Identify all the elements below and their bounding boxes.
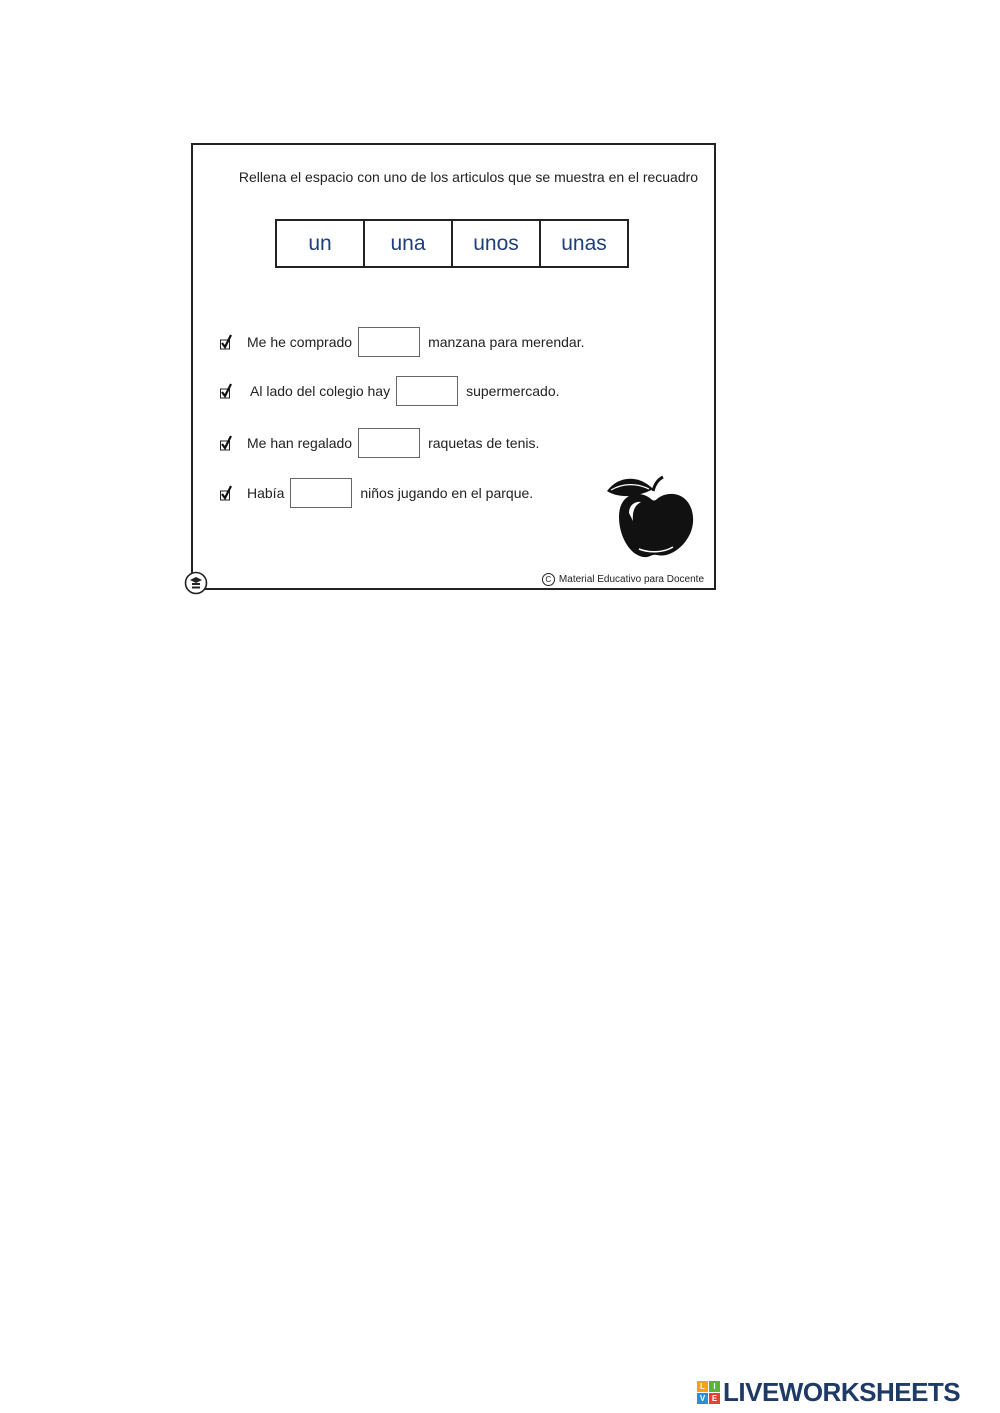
sentence-text-before: Me he comprado xyxy=(247,334,353,350)
instruction-text: Rellena el espacio con uno de los articulos que se muestra en el recuadro xyxy=(238,169,699,185)
sentence-text-before: Me han regalado xyxy=(247,435,353,451)
sentence-text-after: niños jugando en el parque. xyxy=(360,485,534,501)
word-bank xyxy=(275,219,629,268)
sentence-text-after: supermercado. xyxy=(466,383,560,399)
checkmark-icon xyxy=(219,383,235,399)
word-bank-item: unas xyxy=(561,231,607,255)
sentence-row-1 xyxy=(219,325,585,359)
answer-input-2[interactable] xyxy=(396,376,458,406)
logo-letter: V xyxy=(697,1393,708,1404)
answer-input-1[interactable] xyxy=(358,327,420,357)
sentence-text-after: manzana para merendar. xyxy=(428,334,585,350)
credit-text: Material Educativo para Docente xyxy=(558,574,704,585)
checkmark-icon xyxy=(219,485,235,501)
sentence-row-4 xyxy=(219,476,533,510)
word-bank-item: unos xyxy=(453,221,541,266)
sentence-text-after: raquetas de tenis. xyxy=(428,435,540,451)
answer-input-3[interactable] xyxy=(358,428,420,458)
publisher-logo-icon xyxy=(184,571,208,595)
brand-name: LIVEWORKSHEETS xyxy=(723,1377,961,1407)
sentence-row-3 xyxy=(219,426,539,460)
copyright-icon: C xyxy=(542,573,555,586)
word-bank-item: un xyxy=(277,221,365,266)
worksheet-card xyxy=(191,143,716,590)
checkmark-icon xyxy=(219,435,235,451)
logo-letter: I xyxy=(709,1381,720,1392)
checkmark-icon xyxy=(219,334,235,350)
liveworksheets-brand xyxy=(697,1377,960,1408)
apple-icon xyxy=(603,473,699,561)
sentence-text-before: Había xyxy=(247,485,285,501)
answer-input-4[interactable] xyxy=(290,478,352,508)
logo-letter: L xyxy=(697,1381,708,1392)
logo-letter: E xyxy=(709,1393,720,1404)
sentence-row-2 xyxy=(219,374,560,408)
copyright-credit xyxy=(542,573,704,586)
liveworksheets-logo-icon xyxy=(697,1381,720,1404)
sentence-text-before: Al lado del colegio hay xyxy=(250,383,391,399)
word-bank-item: una xyxy=(365,221,453,266)
